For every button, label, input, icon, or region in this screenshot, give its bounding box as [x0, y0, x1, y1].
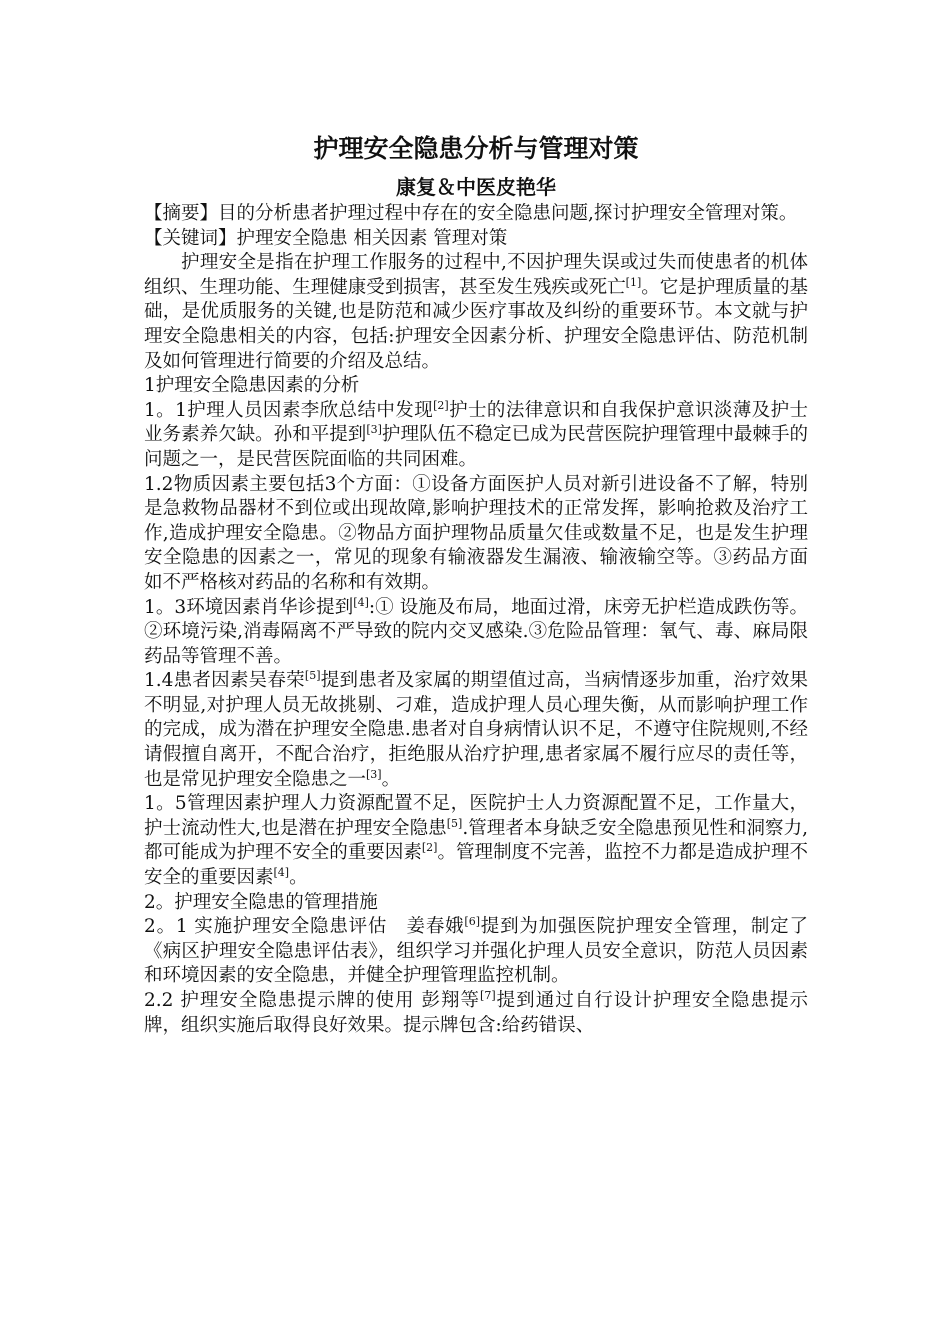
text-run: 2.2 护理安全隐患提示牌的使用 彭翔等	[144, 990, 481, 1011]
text-run: 护士的法律意识和自我保护意识淡薄及护士业务素养欠缺。孙和平提到	[144, 399, 808, 446]
text-run: 。	[381, 768, 401, 790]
text-run: 1.4患者因素吴春荣	[144, 670, 305, 692]
paragraph-1-1	[144, 399, 808, 473]
text-run: 提到通过自行设计护理安全隐患提示牌，组织实施后取得良好效果。提示牌包含:给药错误、	[144, 990, 808, 1036]
paragraph-1-4	[144, 669, 808, 792]
paragraph-1-5	[144, 792, 808, 890]
citation-ref: [5]	[304, 669, 321, 683]
abstract: 【摘要】目的分析患者护理过程中存在的安全隐患问题,探讨护理安全管理对策。	[144, 203, 798, 224]
paragraph-2-2	[144, 989, 808, 1038]
citation-ref: [3]	[366, 767, 382, 781]
paragraph-1-2: 1.2物质因素主要包括3个方面：①设备方面医护人员对新引进设备不了解，特别是急救物品器材不到位或出现故障,影响护理技术的正常发挥，影响抢救及治疗工作,造成护理安全隐患。②物品方面护理物品质量欠佳或数量不足，也是发生护理安全隐患的因素之一，常见的现象有输液器发生漏液、输液输空等。③药品方面如不严格核对药品的名称和有效期。	[144, 473, 808, 593]
intro-paragraph	[144, 251, 808, 374]
citation-ref: [4]	[273, 866, 290, 880]
citation-ref: [5]	[446, 816, 463, 830]
text-run: 护理安全是指在护理工作服务的过程中,不因护理失误或过失而使患者的机体组织、生理功能、生理健康受到损害，甚至发生残疾或死亡	[144, 252, 808, 298]
text-run: 。它是护理质量的基础，是优质服务的关键,也是防范和减少医疗事故及纠纷的重要环节。本文就与护理安全隐患相关的内容，包括:护理安全因素分析、护理安全隐患评估、防范机制及如何管理进行简要的介绍及总结。	[144, 276, 808, 372]
text-run: 1。1护理人员因素李欣总结中发现	[144, 399, 434, 421]
text-run: 。	[289, 867, 308, 889]
citation-ref: [4]	[353, 595, 369, 609]
text-run: 。管理制度不完善，监控不力都是造成护理不安全的重要因素	[144, 842, 808, 889]
paragraph-2-1	[144, 915, 808, 989]
text-run: 1。3环境因素肖华诊提到	[144, 596, 354, 618]
document-title: 护理安全隐患分析与管理对策	[313, 134, 639, 163]
text-run: 2。1 实施护理安全隐患评估 姜春娥	[144, 916, 465, 938]
text-run: 提到为加强医院护理安全管理，制定了《病区护理安全隐患评估表》，组织学习并强化护理人员安全意识，防范人员因素和环境因素的安全隐患，并健全护理管理监控机制。	[144, 916, 808, 987]
section-heading-1: 1护理安全隐患因素的分析	[144, 375, 360, 397]
citation-ref: [2]	[421, 841, 438, 855]
text-run: .管理者本身缺乏安全隐患预见性和洞察力,都可能成为护理不安全的重要因素	[144, 817, 808, 864]
citation-ref: [2]	[433, 398, 449, 412]
text-run: 1。5管理因素护理人力资源配置不足，医院护士人力资源配置不足，工作量大，护士流动性大,也是潜在护理安全隐患	[144, 793, 808, 839]
document-body	[144, 128, 808, 1038]
author-line: 康复＆中医皮艳华	[396, 175, 556, 199]
text-run: 护理队伍不稳定已成为民营医院护理管理中最棘手的问题之一，是民营医院面临的共同困难。	[144, 424, 808, 470]
citation-ref: [3]	[366, 423, 382, 437]
section-heading-2: 2。护理安全隐患的管理措施	[144, 891, 378, 913]
text-run: 提到患者及家属的期望值过高，当病情逐步加重，治疗效果不明显,对护理人员无故挑剔、刁难，造成护理人员心理失衡，从而影响护理工作的完成，成为潜在护理安全隐患.患者对自身病情认识不足，不遵守住院规则,不经请假擅自离开，不配合治疗，拒绝服从治疗护理,患者家属不履行应尽的责任等，也是常见护理安全隐患之一	[144, 670, 808, 790]
citation-ref: [7]	[480, 989, 496, 1002]
citation-ref: [1]	[625, 275, 642, 289]
paragraph-1-3	[144, 596, 808, 670]
keywords: 【关键词】护理安全隐患 相关因素 管理对策	[144, 227, 508, 249]
citation-ref: [6]	[464, 915, 480, 929]
text-run: :① 设施及布局，地面过滑，床旁无护栏造成跌伤等。②环境污染,消毒隔离不严导致的院内交叉感染.③危险品管理：氧气、毒、麻局限药品等管理不善。	[144, 596, 808, 667]
